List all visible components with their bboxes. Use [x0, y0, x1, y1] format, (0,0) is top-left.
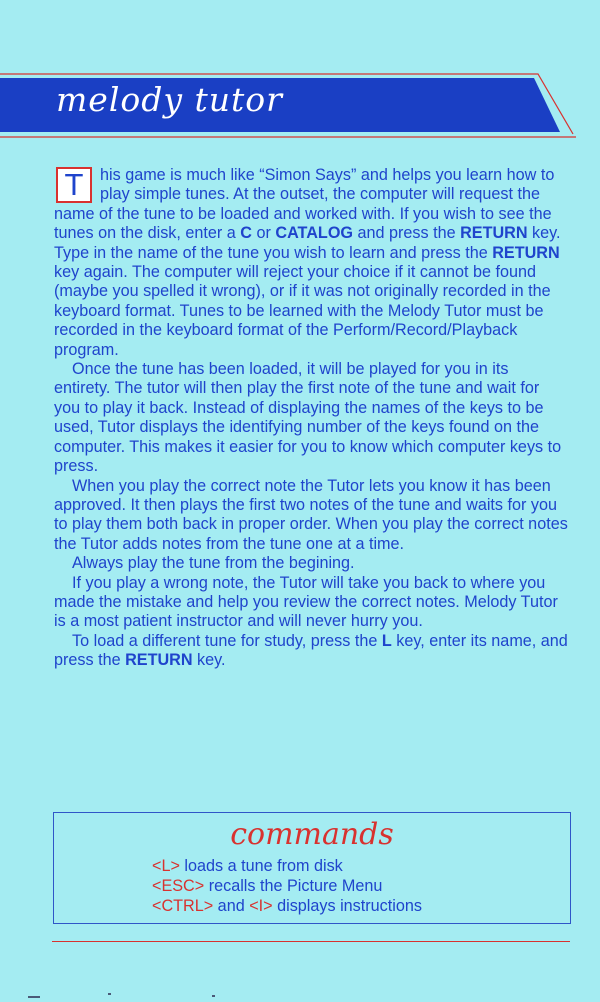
text-run: key again. The computer will reject your choice if it cannot be found (maybe you spelled it wrong), or if it was not originally recorded in the keyboard format. Tunes to be learned with the Melody Tutor must be recorded in the keyboard format of the Perform/Record/Playback program. — [54, 263, 551, 359]
command-item — [152, 896, 422, 916]
text-run: To load a different tune for study, press the — [72, 631, 382, 650]
paragraph-4 — [54, 554, 568, 573]
scan-speck — [108, 993, 111, 995]
paragraph-1 — [54, 166, 568, 360]
title-banner — [0, 72, 600, 152]
keyword: C — [240, 224, 252, 243]
article-body — [54, 166, 568, 671]
text-run: key. — [192, 651, 226, 670]
command-key: <I> — [249, 897, 273, 915]
text-run: When you play the correct note the Tutor lets you know it has been approved. It then plays the first two notes of the tune and waits for you to play them both back in proper order. When you play the correct notes the Tutor adds notes from the tune one at a time. — [54, 476, 568, 553]
command-item — [152, 876, 422, 896]
text-run: Always play the tune from the begining. — [72, 554, 355, 573]
keyword: RETURN — [125, 651, 193, 670]
text-run: key, enter its name, and press the — [54, 631, 568, 670]
text-run: or — [251, 224, 276, 243]
text-run: If you play a wrong note, the Tutor will take you back to where you made the mistake and help you review the correct notes. Melody Tutor is a most patient instructor and will never hurry you. — [54, 573, 558, 631]
command-item — [152, 856, 422, 876]
scan-speck — [212, 995, 215, 997]
paragraph-6 — [54, 632, 568, 671]
command-description: loads a tune from disk — [179, 857, 343, 875]
keyword: RETURN — [460, 224, 528, 243]
command-description: displays instructions — [272, 897, 422, 915]
paragraph-3 — [54, 477, 568, 555]
keyword: RETURN — [492, 243, 560, 262]
keyword: L — [381, 631, 392, 650]
paragraph-1-text — [54, 166, 561, 359]
drop-cap: T — [56, 167, 92, 203]
scan-speck — [28, 996, 40, 998]
commands-title: commands — [230, 817, 394, 852]
paragraph-5 — [54, 574, 568, 632]
command-description: recalls the Picture Menu — [204, 877, 383, 895]
bottom-divider — [52, 941, 570, 942]
command-key: <L> — [152, 857, 180, 875]
text-run: and press the — [353, 224, 461, 243]
text-run: key. Type in the name of the tune you wish to learn and press the — [54, 224, 561, 262]
text-run: Once the tune has been loaded, it will be played for you in its entirety. The tutor will then play the first note of the tune and wait for you to play it back. Instead of displaying the names of the keys to be used, Tutor displays the identifying number of the keys found on the computer. This makes it easier for you to know which computer keys to press. — [54, 360, 562, 476]
paragraph-2 — [54, 360, 568, 476]
commands-panel — [53, 812, 571, 924]
command-separator: and — [213, 897, 250, 915]
page-title: melody tutor — [56, 80, 283, 119]
keyword: CATALOG — [275, 224, 353, 243]
command-key: <CTRL> — [152, 897, 214, 915]
commands-list — [152, 856, 422, 916]
command-key: <ESC> — [152, 877, 205, 895]
text-run: his game is much like “Simon Says” and helps you learn how to play simple tunes. At the outset, the computer will request the name of the tune to be loaded and worked with. If you wish to see the tunes on the disk, enter a — [54, 166, 555, 243]
